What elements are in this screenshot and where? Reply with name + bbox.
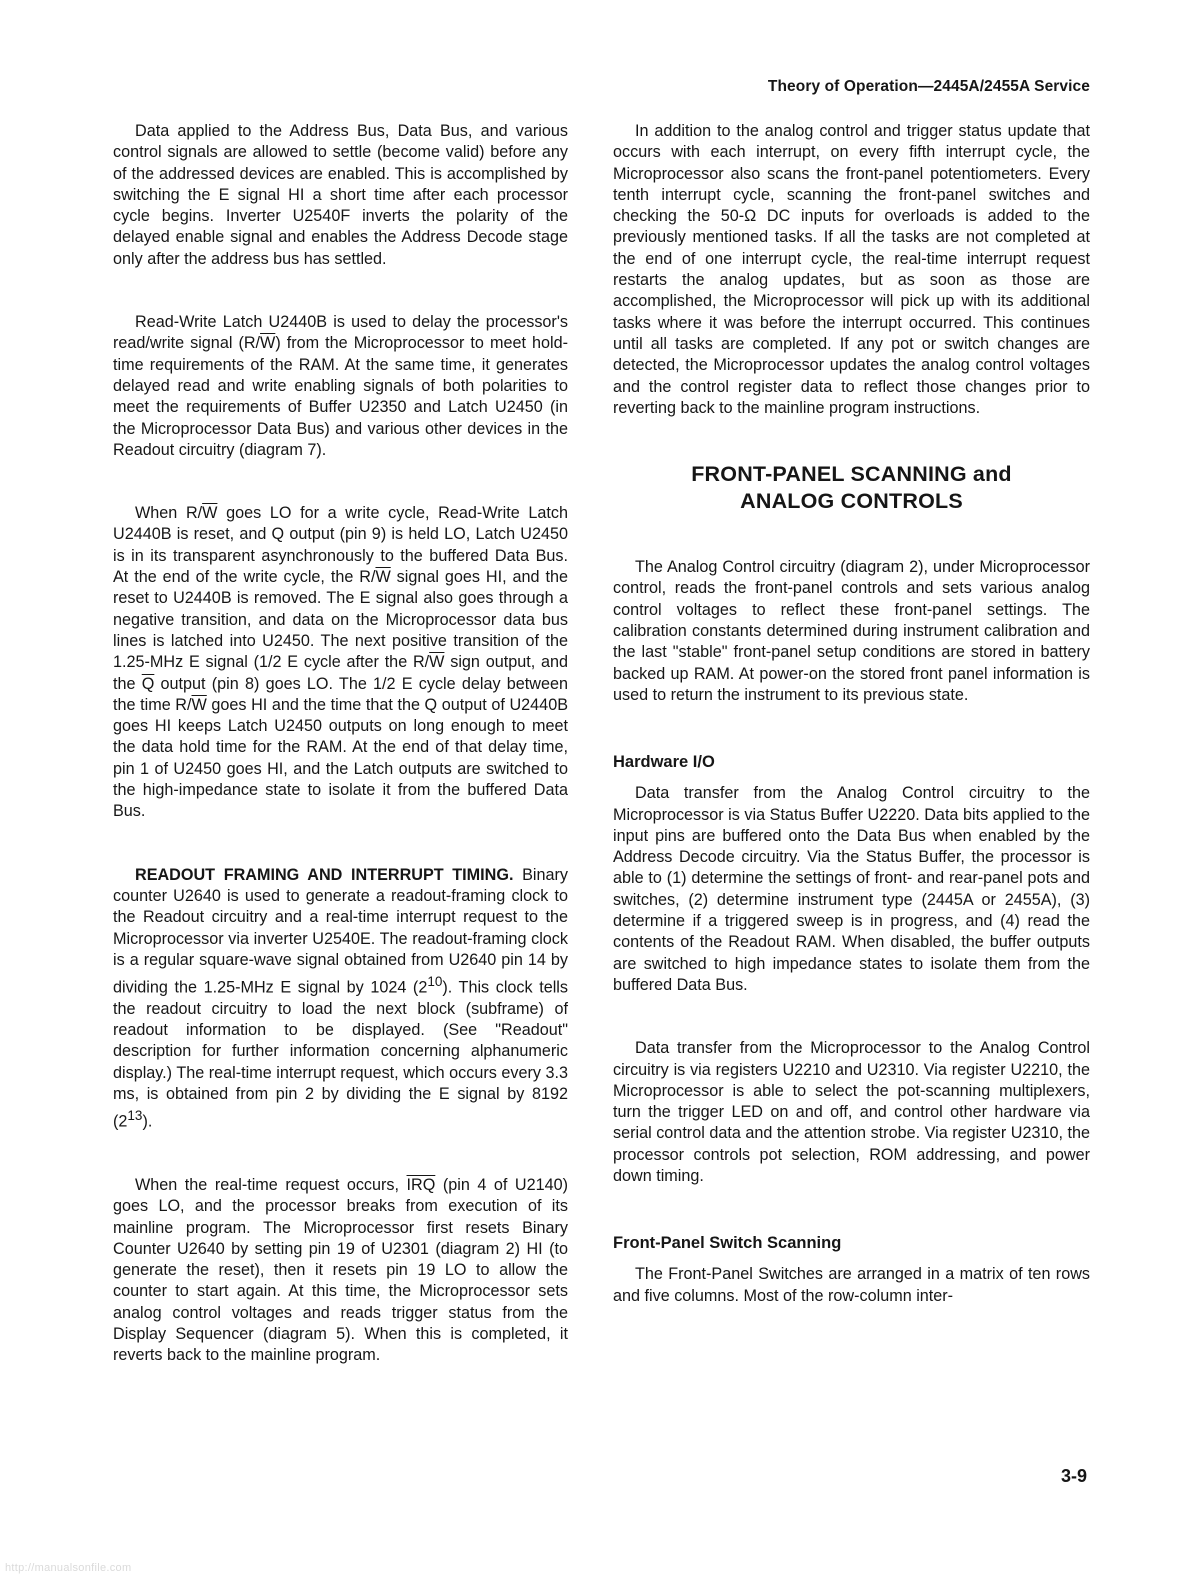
- paragraph-real-time-request: When the real-time request occurs, $\overline{IRQ}$ (pin 4 of U2140) goes LO, and the processor breaks from execution of its mainline program. The Microprocessor first resets Binary Counter U2640 by setting pin 19 of U2301 (diagram 2) HI (to generate the reset), then it resets pin 19 LO to allow the counter to start again. At this time, the Microprocessor sets analog control voltages and reads trigger status from the Display Sequencer (diagram 5). When this is completed, it reverts back to the mainline program.: [113, 1175, 568, 1365]
- paragraph-analog-control: The Analog Control circuitry (diagram 2), under Microprocessor control, reads the front-panel controls and sets various analog control voltages to reflect these front-panel settings. The calibration constants determined during instrument calibration and the last "stable" front-panel setup conditions are stored in battery backed up RAM. At power-on the stored front panel information is used to return the instrument to its previous state.: [613, 558, 1090, 704]
- paragraph-write-cycle: When $R/\overline{W}$ goes LO for a write cycle, Read-Write Latch U2440B is reset, and Q output (pin 9) is held LO, Latch U2450 is in its transparent asynchronously to the buffered Data Bus. At the end of the write cycle, the $R/\overline{W}$ signal goes HI, and the reset to U2440B is removed. The E signal also goes through a negative transition, and data on the Microprocessor data bus lines is latched into U2450. The next positive transition of the 1.25-MHz E signal (1/2 E cycle after the $R/\overline{W}$ sign output, and the $\overline{Q}$ output (pin 8) goes LO. The 1/2 E cycle delay between the time $R/\overline{W}$ goes HI and the time that the Q output of U2440B goes HI keeps Latch U2450 outputs on long enough to meet the data hold time for the RAM. At the end of that delay time, pin 1 of U2450 goes HI, and the Latch outputs are switched to the high-impedance state to isolate it from the buffered Data Bus.: [113, 504, 569, 821]
- page-number: 3-9: [1060, 1466, 1087, 1486]
- running-header: Theory of Operation—2445A/2455A Service: [767, 78, 1090, 95]
- right-column: [613, 121, 1090, 1307]
- left-column: [113, 121, 568, 1367]
- subheading-switch-scanning: Front-Panel Switch Scanning: [613, 1234, 842, 1253]
- watermark: http://manualsonfile.com: [5, 1562, 132, 1574]
- subheading-hardware-io: Hardware I/O: [613, 753, 715, 772]
- section-heading: FRONT-PANEL SCANNING and ANALOG CONTROLS: [691, 462, 1012, 514]
- paragraph-interrupt-scan: In addition to the analog control and trigger status update that occurs with each interrupt, on every fifth interrupt cycle, the Microprocessor also scans the front-panel potentiometers. Every tenth interrupt cycle, scanning the front-panel switches and checking the 50-Ω DC inputs for overloads is added to the previously mentioned tasks. If all the tasks are not completed at the end of one interrupt cycle, the real-time interrupt request restarts the analog updates, but as soon as those are accomplished, the Microprocessor will pick up with its additional tasks where it was before the interrupt occurred. This continues until all tasks are completed. If any pot or switch changes are detected, the Microprocessor updates the analog control voltages and the control register data to reflect those changes prior to reverting back to the mainline program instructions.: [613, 122, 1090, 417]
- paragraph-switch-matrix: The Front-Panel Switches are arranged in a matrix of ten rows and five columns. Most of the row-column inter-: [613, 1265, 1090, 1305]
- paragraph-readout-framing: READOUT FRAMING AND INTERRUPT TIMING. Binary counter U2640 is used to generate a readout-framing clock to the Readout circuitry and a real-time interrupt request to the Microprocessor via inverter U2540E. The readout-framing clock is a regular square-wave signal obtained from U2640 pin 14 by dividing the 1.25-MHz E signal by 1024 $(2^{10})$. This clock tells the readout circuitry to load the next block (subframe) of readout information to be displayed. (See "Readout" description for further information concerning alphanumeric display.) The real-time interrupt request, which occurs every 3.3 ms, is obtained from pin 2 by dividing the E signal by 8192 $(2^{13})$.: [113, 865, 568, 1131]
- paragraph-registers: Data transfer from the Microprocessor to the Analog Control circuitry is via registers U2210 and U2310. Via register U2210, the Microprocessor is able to select the pot-scanning multiplexers, turn the trigger LED on and off, and control other hardware via serial control data and the attention strobe. Via register U2310, the processor controls pot selection, ROM addressing, and power down timing.: [613, 1039, 1090, 1185]
- run-in-heading: READOUT FRAMING AND INTERRUPT TIMING.: [135, 865, 514, 884]
- paragraph-status-buffer: Data transfer from the Analog Control circuitry to the Microprocessor is via Status Buffer U2220. Data bits applied to the input pins are buffered onto the Data Bus when enabled by the Address Decode circuitry. Via the Status Buffer, the processor is able to (1) determine the settings of front- and rear-panel pots and switches, (2) determine instrument type (2445A or 2455A), (3) determine if a triggered sweep is in progress, and (4) read the contents of the Readout RAM. When disabled, the buffer outputs are switched to high impedance states to isolate them from the buffered Data Bus.: [613, 784, 1090, 994]
- paragraph-address-settle: Data applied to the Address Bus, Data Bus, and various control signals are allowed to settle (become valid) before any of the addressed devices are enabled. This is accomplished by switching the E signal HI a short time after each processor cycle begins. Inverter U2540F inverts the polarity of the delayed enable signal and enables the Address Decode stage only after the address bus has settled.: [113, 122, 568, 268]
- paragraph-read-write-latch: Read-Write Latch U2440B is used to delay the processor's read/write signal $(R/\overline{W})$ from the Microprocessor to meet hold-time requirements of the RAM. At the same time, it generates delayed read and write enabling signals of both polarities to meet the requirements of Buffer U2350 and Latch U2450 (in the Microprocessor Data Bus) and various other devices in the Readout circuitry (diagram 7).: [113, 313, 568, 459]
